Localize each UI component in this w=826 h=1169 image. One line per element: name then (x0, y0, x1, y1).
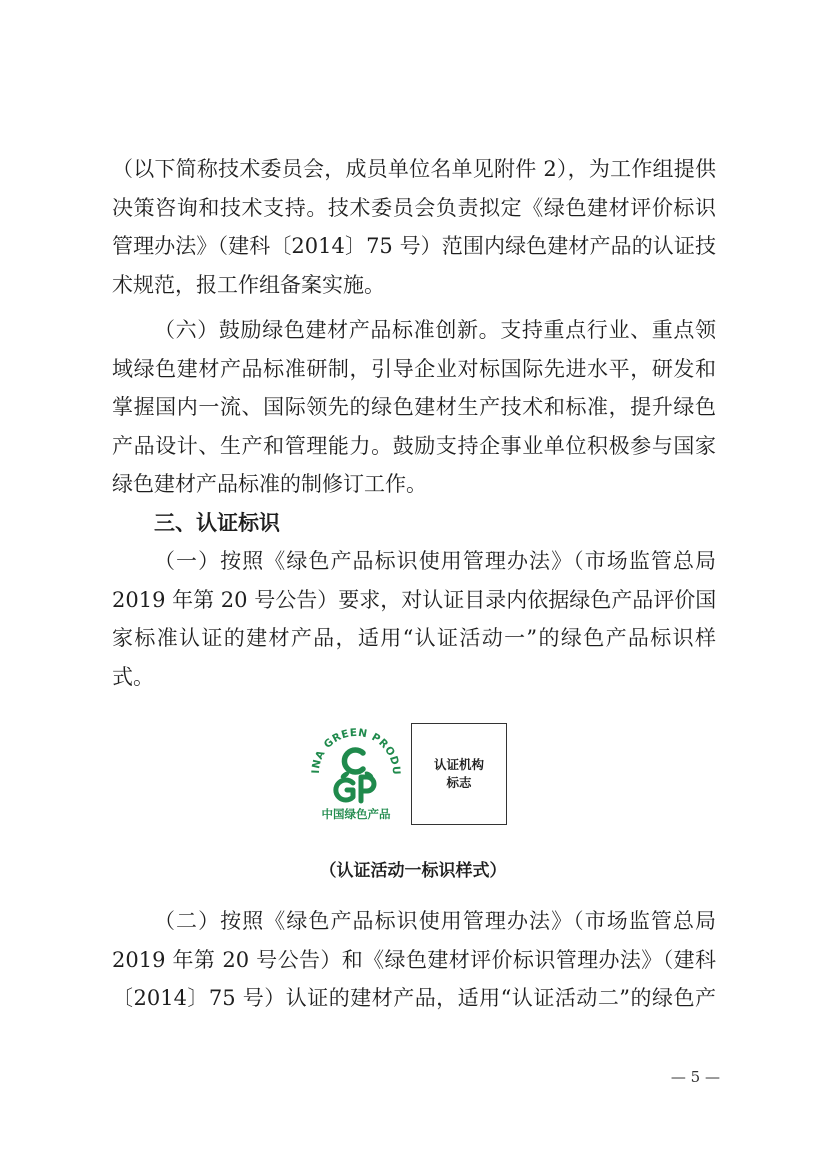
text-line: 术规范，报工作组备案实施。 (112, 272, 385, 297)
text-line: （二）按照《绿色产品标识使用管理办法》（市场监管总局 (154, 909, 716, 933)
text-line: 〔2014〕75 号）认证的建材产品，适用“认证活动二”的绿色产 (112, 986, 716, 1010)
certification-body-mark-box (411, 723, 507, 825)
text-line: （六）鼓励绿色建材产品标准创新。支持重点行业、重点领 (154, 318, 716, 342)
logo-chinese-text: 中国绿色产品 (321, 807, 391, 821)
text-line: 产品设计、生产和管理能力。鼓励支持企事业单位积极参与国家 (112, 433, 716, 458)
text-line: 2019 年第 20 号公告）要求，对认证目录内依据绿色产品评价国 (112, 587, 717, 612)
green-product-label-sample (305, 715, 510, 827)
logo-ring-text: INA GREEN PRODU (309, 726, 403, 776)
text-line: 域绿色建材产品标准研制，引导企业对标国际先进水平，研发和 (112, 356, 716, 381)
text-line: （一）按照《绿色产品标识使用管理办法》（市场监管总局 (154, 549, 716, 573)
text-line: 掌握国内一流、国际领先的绿色建材生产技术和标准，提升绿色 (112, 395, 716, 419)
svg-text:CHINA GREEN PRODUCT (305, 715, 402, 776)
paragraph-technical-committee (112, 150, 716, 304)
text-line: 绿色建材产品标准的制修订工作。 (112, 472, 427, 496)
text-line: 决策咨询和技术支持。技术委员会负责拟定《绿色建材评价标识 (112, 195, 716, 220)
cert-box-line-1: 认证机构 (433, 757, 484, 772)
text-line: 2019 年第 20 号公告）和《绿色建材评价标识管理办法》（建科 (112, 947, 716, 972)
page-number: — 5 — (670, 1068, 720, 1086)
text-line: 家标准认证的建材产品，适用“认证活动一”的绿色产品标识样 (112, 626, 716, 650)
text-line: 式。 (112, 664, 154, 689)
section-heading: 三、认证标识 (154, 511, 280, 535)
paragraph-certification-activity-one (112, 542, 716, 696)
label-caption: （认证活动一标识样式） (319, 861, 507, 881)
china-green-product-logo (305, 715, 407, 827)
text-line: 管理办法》（建科〔2014〕75 号）范围内绿色建材产品的认证技 (112, 234, 716, 258)
paragraph-standards-innovation (112, 311, 716, 504)
paragraph-certification-activity-two (112, 902, 716, 1018)
cert-box-line-2: 标志 (446, 775, 472, 790)
text-line: （以下简称技术委员会，成员单位名单见附件 2），为工作组提供 (112, 157, 716, 181)
